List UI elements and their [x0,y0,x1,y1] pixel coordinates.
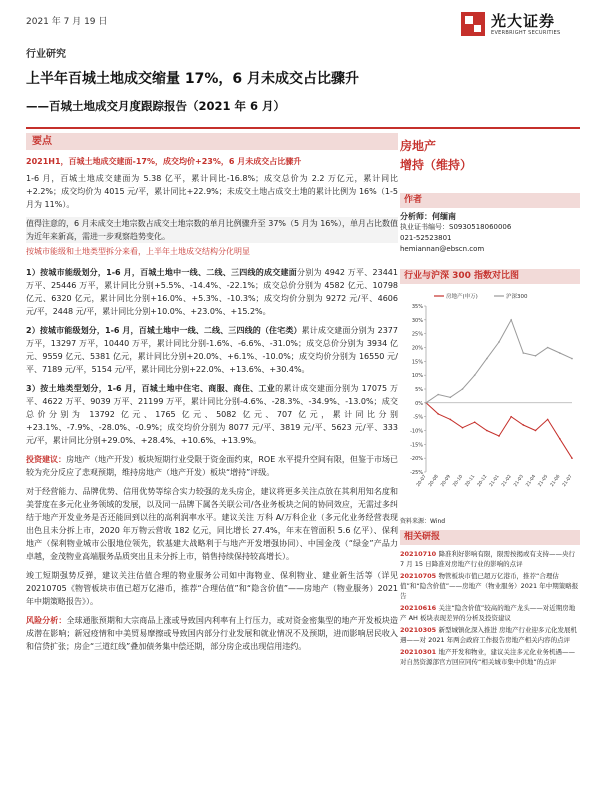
related-report-date: 20210305 [400,626,439,634]
data-point [498,341,500,343]
related-report-item[interactable] [400,625,580,645]
list-item-3 [26,382,398,447]
investment-property-services: 竣工短期强势反弹，建议关注估值合理的物业服务公司如中海物业、保利物业、建业新生活等（详见 20210705《物管板块市值已超万亿港币，推荐“合理估值”和“隐含价值”——房地产（物业服务）2021 年中期策略报告》）。 [26,571,398,606]
data-point [437,413,439,415]
performance-chart [400,284,580,512]
risk-label: 风险分析： [26,616,67,625]
data-point [498,435,500,437]
report-title: 上半年百城土地成交缩量 17%，6 月未成交占比骤升 [26,71,359,87]
list-item-3-lead: 3）按土地类型划分，1-6 月，百城土地中住宅、商服、商住、工业 [26,384,276,393]
related-report-date: 20210616 [400,604,439,612]
y-tick-label: 10% [411,373,423,380]
related-bar: 相关研报 [400,530,580,545]
related-report-title: 物管板块市值已超万亿港币，推荐“合理估值”和“隐含价值”——房地产（物业服务）2021 年中期策略报告 [400,572,579,600]
x-tick-label: 21-04 [525,474,538,488]
series-line-real-estate [426,403,572,458]
title-divider [26,127,580,129]
related-report-title: 地产开发和物业，建议关注多元化业务机遇——对自然资源部官方回应同传“相关城市集中供地”的点评 [400,648,575,666]
data-point [547,419,549,421]
list-item-1 [26,266,398,318]
risk-body: 全球通胀预期和大宗商品上涨或导致国内利率有上行压力，或对资金密集型的地产开发板块造成潜在影响；新冠疫情和中美贸易摩擦或导致国内部分行业发展和就业情况不及预期，进而影响居民收入和信贷扩张；房企“三道红线”叠加债务集中偿还期，部分房企或出现信用违约。 [26,616,399,651]
x-tick-label: 20-12 [476,474,489,488]
data-point [523,352,525,354]
chart-bar: 行业与沪深 300 指数对比图 [400,269,580,284]
sector-name: 房地产 [400,139,437,153]
risk-analysis [26,614,398,653]
list-item-1-body: 分别为 4942 万平、23441 万平、25446 万平，累计同比分别+5.5%、-14.4%、-22.1%；成交总价分别为 4582 亿元、10798 亿元、6320 亿元，累计同比分别+16.0%、+5.3%、-10.3%；成交均价分别为 9272 元/平、4606 元/平，2448 元/平，累计同比分别+10.0%、+23.0%、+15.2%。 [26,268,398,316]
y-tick-label: -25% [410,470,423,476]
x-tick-label: 21-03 [513,474,525,488]
related-report-item[interactable] [400,549,580,569]
data-point [437,394,439,396]
data-point [535,430,537,432]
analyst-name: 分析师：何缅南 [400,212,456,221]
structure-heading: 按城市能级和土地类型拆分来看，上半年土地成交结构分化明显 [26,247,250,256]
data-point [474,374,476,376]
legend-label: 沪深300 [506,294,528,300]
y-tick-label: -15% [410,442,423,449]
investment-detail: 对于经营能力、品牌优势、信用优势等综合实力较强的龙头房企，建议将更多关注点放在其利用知名度和美誉度在多元化业务领域的发展，以及同一品牌下属各关联公司/各业务板块之间的协同效应，无需过多纠结于地产开发业务是否还能回到以往的高利润率水平。建议关注 万科 A/万科企业（多元化业务经营表现出色且未分拆上市，2020 年万物云营收 182 亿元，同比增长 27.4%，年末在管面积 5.6 亿平）、保利地产（保利物业城市公服地位领先，软基建大战略利于与地产开发增强协同）、中国金茂（“绿金”产品力卓越，金茂物业高端服务品质突出且未分拆上市，销售持续保持较高增长）。 [26,487,398,561]
related-report-date: 20210710 [400,550,439,558]
related-report-title: 降准利好影响有限，限需按揭或有支持——央行 7 月 15 日降准对房地产行业的影响的点评 [400,550,575,568]
related-report-date: 20210705 [400,572,439,580]
list-item-2-body: 累计成交建面分别为 2377 万平，13297 万平，10440 万平，累计同比分别-1.6%、-6.6%、-31.0%；成交总价分别为 3934 亿元、9559 亿元、5381 亿元，累计同比分别+20.0%、+6.1%、-10.0%；成交均价分别为 16550 元/平、7189 元/平，5154 元/平，累计同比分别+22.0%、+13.6%、+30.4%。 [26,326,398,374]
investment-advice [26,453,398,479]
chart-source: 资料来源：Wind [400,518,446,525]
report-category: 行业研究 [26,49,66,60]
legend-label: 房地产(申万) [446,294,478,300]
analyst-phone: 021-52523801 [400,234,452,242]
data-point [510,319,512,321]
x-tick-label: 21-05 [537,474,550,488]
related-report-item[interactable] [400,603,580,623]
data-point [450,419,452,421]
side-column [400,133,580,669]
data-point [559,352,561,354]
report-date: 2021 年 7 月 19 日 [26,17,108,27]
y-tick-label: -5% [413,414,423,421]
y-tick-label: 15% [411,359,423,366]
data-point [474,421,476,423]
data-point [571,358,573,360]
key-points-bar: 要点 [26,133,398,150]
investment-label: 投资建议： [26,455,67,464]
data-point [425,402,427,404]
logo [459,8,579,42]
logo-cn: 光大证券 [491,12,556,30]
data-point [510,416,512,418]
everbright-logo-icon [459,10,487,38]
logo-en: EVERBRIGHT SECURITIES [491,30,561,36]
y-tick-label: 0% [415,400,423,407]
data-point [571,457,573,459]
data-point [535,355,537,357]
list-item-2-lead: 2）按城市能级划分，1-6 月，百城土地中一线、二线、三四线的（住宅类） [26,326,302,335]
related-report-title: 新型城镇化深入推进 房地产行业迎多元化发展机遇——对 2021 年两会政府工作报告房地产相关内容的点评 [400,626,578,644]
analyst-email[interactable]: hemiannan@ebscn.com [400,245,485,253]
investment-body: 房地产（地产开发）板块短期行业受限于资金面约束，ROE 水平提升空间有限，但鉴于市场已较为充分反应了悲观预期，维持房地产（地产开发）板块“增持”评级。 [26,455,398,477]
data-point [559,438,561,440]
x-tick-label: 20-07 [416,474,428,488]
related-report-title: 关注“隐含价值”较高的地产龙头——对近期房地产 AH 板块表现差异的分析及投资建议 [400,604,576,622]
x-tick-label: 21-06 [549,474,562,488]
x-tick-label: 20-09 [440,474,452,488]
list-item-2 [26,324,398,376]
y-tick-label: 30% [411,317,423,324]
y-tick-label: -20% [410,456,423,463]
data-point [523,424,525,426]
main-column [26,133,398,653]
x-tick-label: 21-01 [489,474,501,488]
data-point [486,430,488,432]
x-tick-label: 20-10 [452,474,465,488]
y-tick-label: 25% [411,331,423,338]
analyst-cert: 执业证书编号：S0930518060006 [400,223,512,231]
sector-rating: 增持（维持） [400,158,473,172]
list-item-3-body: 的累计成交建面分别为 17075 万平、4622 万平、9039 万平、21199 万平，累计同比分别-4.6%、-28.3%、-34.9%、-13.0%；成交总价分别为 13792 亿元、1765 亿元、5082 亿元、707 亿元，累计同比分别+23.1%、-7.9%、-28.0%、-0.9%；成交均价分别为 8077 元/平、3819 元/平、5623 元/平、333 元/平，累计同比分别+29.0%、+28.4%、+10.6%、+13.9%。 [26,384,398,445]
y-tick-label: 35% [411,304,423,310]
data-point [462,427,464,429]
data-point [486,358,488,360]
related-report-date: 20210301 [400,648,439,656]
x-tick-label: 20-11 [464,474,477,488]
list-item-1-lead: 1）按城市能级划分，1-6 月，百城土地中一线、二线、三四线的成交建面 [26,268,298,277]
key-point-body: 1-6 月，百城土地成交建面为 5.38 亿平，累计同比-16.8%；成交总价为 2.2 万亿元，累计同比+2.2%；成交均价为 4015 元/平，累计同比+22.9%；未成交土地占成交土地的累计比例为 16%（1-5 月为 11%）。 [26,174,398,209]
y-tick-label: 20% [411,345,423,352]
y-tick-label: 5% [415,387,423,393]
x-tick-label: 20-08 [428,474,440,488]
related-reports [400,549,580,667]
related-report-item[interactable] [400,647,580,667]
related-report-item[interactable] [400,571,580,601]
y-tick-label: -10% [410,428,423,435]
author-bar: 作者 [400,193,580,208]
key-point-heading: 2021H1，百城土地成交建面-17%，成交均价+23%，6 月未成交占比骤升 [26,157,302,166]
x-tick-label: 21-02 [501,474,513,488]
series-line-csi300 [426,320,572,403]
data-point [462,388,464,390]
data-point [547,347,549,349]
data-point [450,397,452,399]
x-tick-label: 21-07 [562,474,574,488]
report-subtitle: ——百城土地成交月度跟踪报告（2021 年 6 月） [26,99,286,113]
key-point-shaded: 值得注意的，6 月未成交土地宗数占成交土地宗数的单月比例骤升至 37%（5 月为 16%），单月占比数值为近年来新高，需进一步观察趋势变化。 [26,219,398,241]
